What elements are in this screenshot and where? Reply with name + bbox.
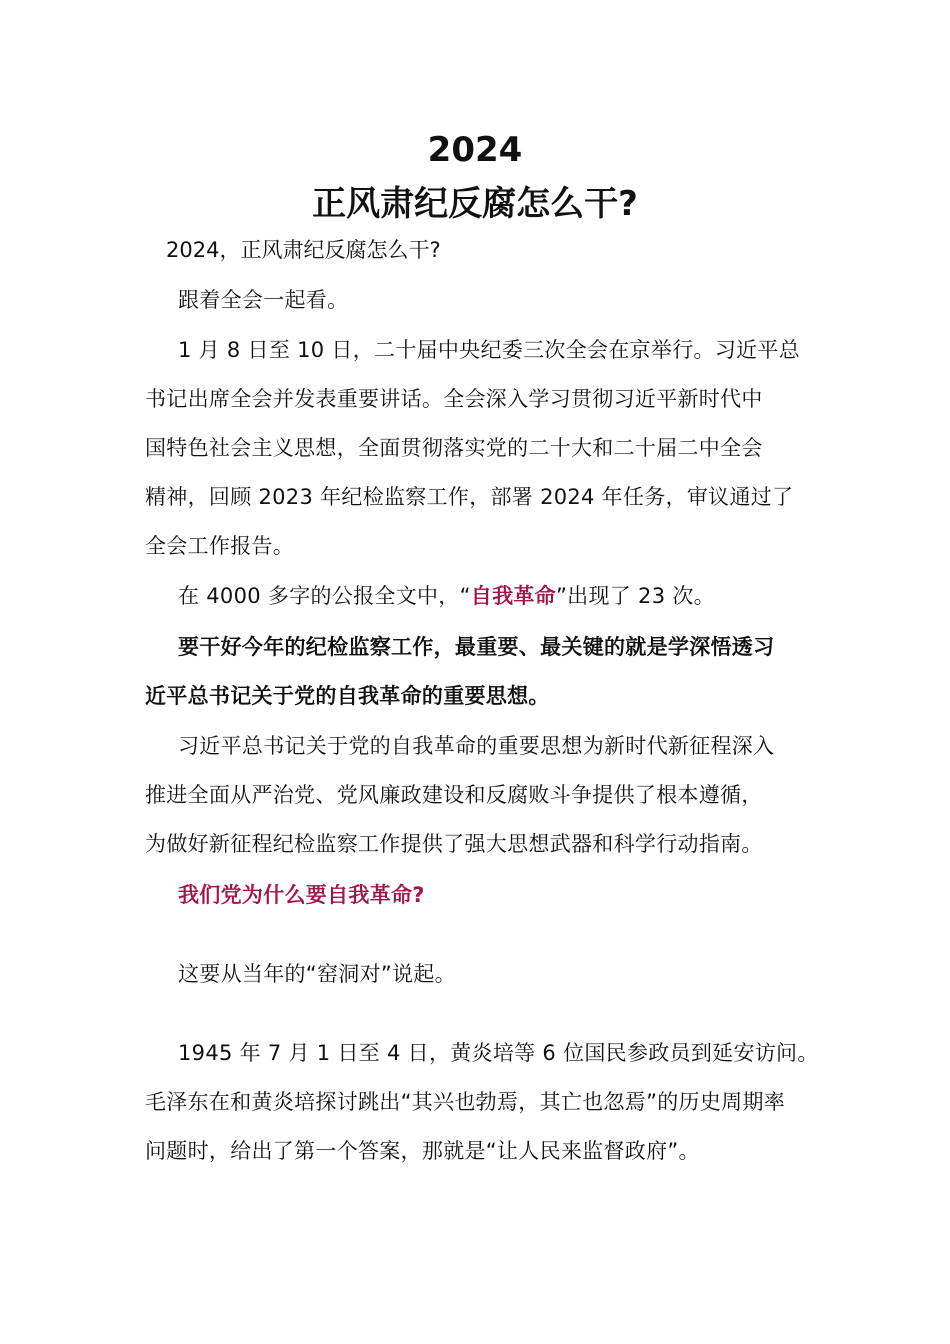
communique-text-before: 在 4000 多字的公报全文中，“ [178,584,471,608]
paragraph-thought-line-3: 为做好新征程纪检监察工作提供了强大思想武器和科学行动指南。 [145,832,763,856]
paragraph-thought-line-1: 习近平总书记关于党的自我革命的重要思想为新时代新征程深入 [178,734,775,758]
title-year: 2024 [427,130,523,170]
intro-line: 2024，正风肃纪反腐怎么干? [166,238,441,262]
paragraph-history-line-2: 毛泽东在和黄炎培探讨跳出“其兴也勃焉，其亡也忽焉”的历史周期率 [145,1090,786,1114]
key-point-line-1: 要干好今年的纪检监察工作，最重要、最关键的就是学深悟透习 [178,635,775,659]
communique-text-after: ”出现了 23 次。 [555,584,715,608]
paragraph-thought-line-2: 推进全面从严治党、党风廉政建设和反腐败斗争提供了根本遵循， [145,783,763,807]
paragraph-communique [145,572,825,621]
highlight-self-revolution: 自我革命 [470,584,556,608]
paragraph-cave-dialogue: 这要从当年的“窑洞对”说起。 [178,962,456,986]
section-heading: 我们党为什么要自我革命? [178,883,425,907]
paragraph-meeting-line-3: 国特色社会主义思想，全面贯彻落实党的二十大和二十届二中全会 [145,436,763,460]
key-point-line-2: 近平总书记关于党的自我革命的重要思想。 [145,684,550,708]
paragraph-meeting-line-1: 1 月 8 日至 10 日，二十届中央纪委三次全会在京举行。习近平总 [178,338,801,362]
paragraph-meeting-line-5: 全会工作报告。 [145,534,295,558]
paragraph-meeting-line-2: 书记出席全会并发表重要讲话。全会深入学习贯彻习近平新时代中 [145,387,763,411]
page-title: 正风肃纪反腐怎么干? [312,184,638,224]
paragraph-history-line-1: 1945 年 7 月 1 日至 4 日，黄炎培等 6 位国民参政员到延安访问。 [178,1041,819,1065]
paragraph-history-line-3: 问题时，给出了第一个答案，那就是“让人民来监督政府”。 [145,1139,700,1163]
paragraph-follow: 跟着全会一起看。 [178,288,349,312]
paragraph-meeting-line-4: 精神，回顾 2023 年纪检监察工作，部署 2024 年任务，审议通过了 [145,485,794,509]
